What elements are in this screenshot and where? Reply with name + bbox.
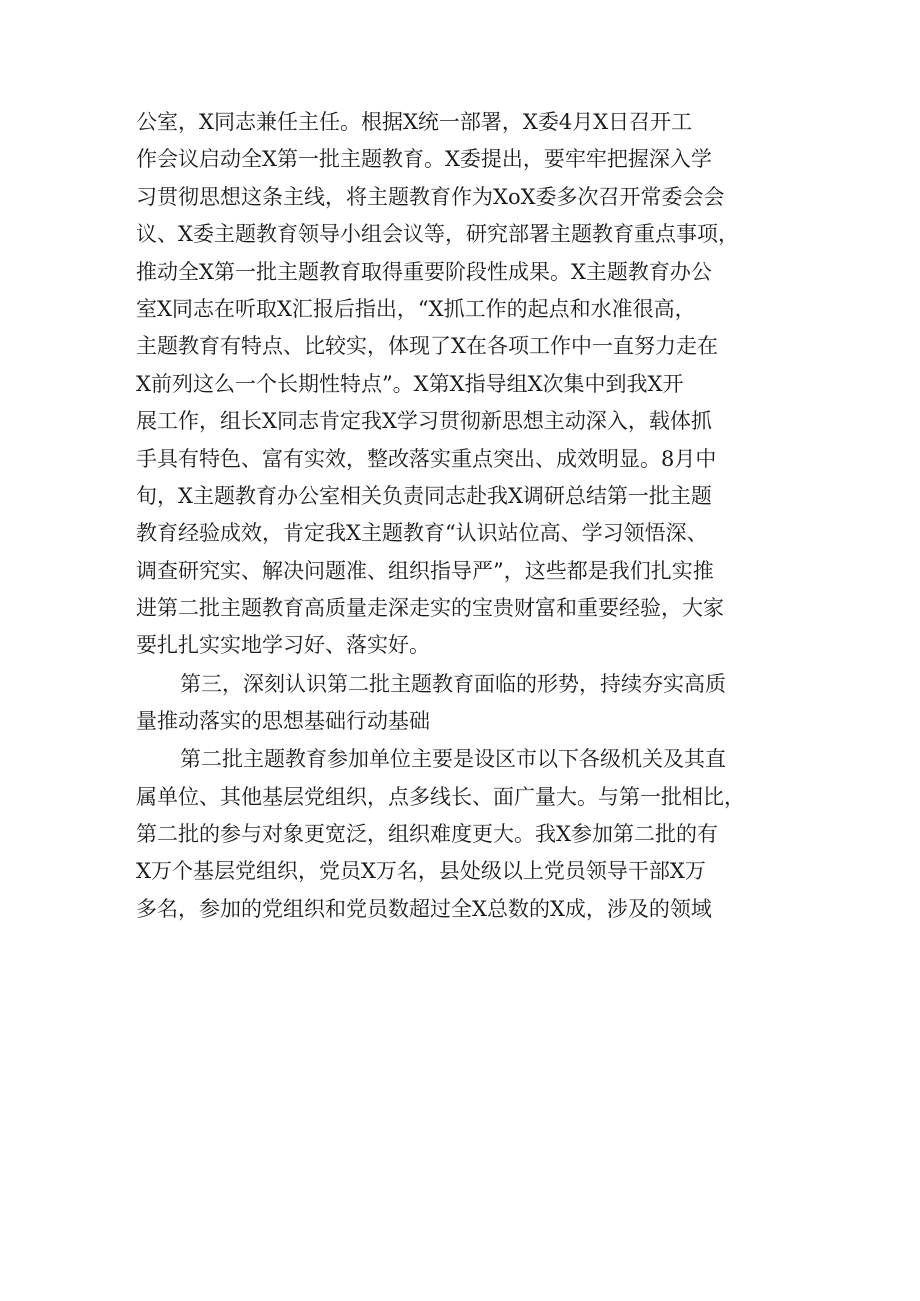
text-line: 室X同志在听取X汇报后指出，“X抓工作的起点和水准很高，	[136, 296, 696, 321]
body-text	[136, 104, 790, 928]
text-line: 议、X委主题教育领导小组会议等，研究部署主题教育重点事项，	[136, 222, 739, 247]
paragraph-continuation	[136, 104, 790, 665]
text-line: 属单位、其他基层党组织，点多线长、面广量大。与第一批相比，	[136, 784, 745, 809]
text-line: 作会议启动全X第一批主题教育。X委提出，要牢牢把握深入学	[136, 147, 712, 172]
text-line: 进第二批主题教育高质量走深走实的宝贵财富和重要经验，大家	[136, 596, 724, 621]
text-line: 第二批主题教育参加单位主要是设区市以下各级机关及其直	[180, 747, 726, 772]
text-line: 教育经验成效，肯定我X主题教育“认识站位高、学习领悟深、	[136, 521, 708, 546]
text-line: 习贯彻思想这条主线，将主题教育作为XoX委多次召开常委会会	[136, 184, 725, 209]
text-line: X前列这么一个长期性特点”。X第X指导组X次集中到我X开	[136, 371, 684, 396]
body-paragraph	[136, 741, 790, 928]
text-line: 量推动落实的思想基础行动基础	[136, 709, 430, 734]
text-line: 第三，深刻认识第二批主题教育面临的形势，持续夯实高质	[180, 671, 726, 696]
text-line: 多名，参加的党组织和党员数超过全X总数的X成，涉及的领域	[136, 896, 712, 921]
section-heading-paragraph	[136, 666, 790, 741]
text-line: 调查研究实、解决问题准、组织指导严”，这些都是我们扎实推	[136, 558, 714, 583]
text-line: X万个基层党组织，党员X万名，县处级以上党员领导干部X万	[136, 859, 706, 884]
text-line: 旬，X主题教育办公室相关负责同志赴我X调研总结第一批主题	[136, 483, 712, 508]
text-line: 主题教育有特点、比较实，体现了X在各项工作中一直努力走在	[136, 334, 718, 359]
text-line: 推动全X第一批主题教育取得重要阶段性成果。X主题教育办公	[136, 259, 712, 284]
text-line: 公室，X同志兼任主任。根据X统一部署，X委4月X日召开工	[136, 110, 693, 134]
text-line: 第二批的参与对象更宽泛，组织难度更大。我X参加第二批的有	[136, 822, 718, 847]
text-line: 展工作，组长X同志肯定我X学习贯彻新思想主动深入，载体抓	[136, 409, 712, 434]
text-line: 要扎扎实实地学习好、落实好。	[136, 633, 430, 658]
text-line: 手具有特色、富有实效，整改落实重点突出、成效明显。8月中	[136, 446, 717, 471]
